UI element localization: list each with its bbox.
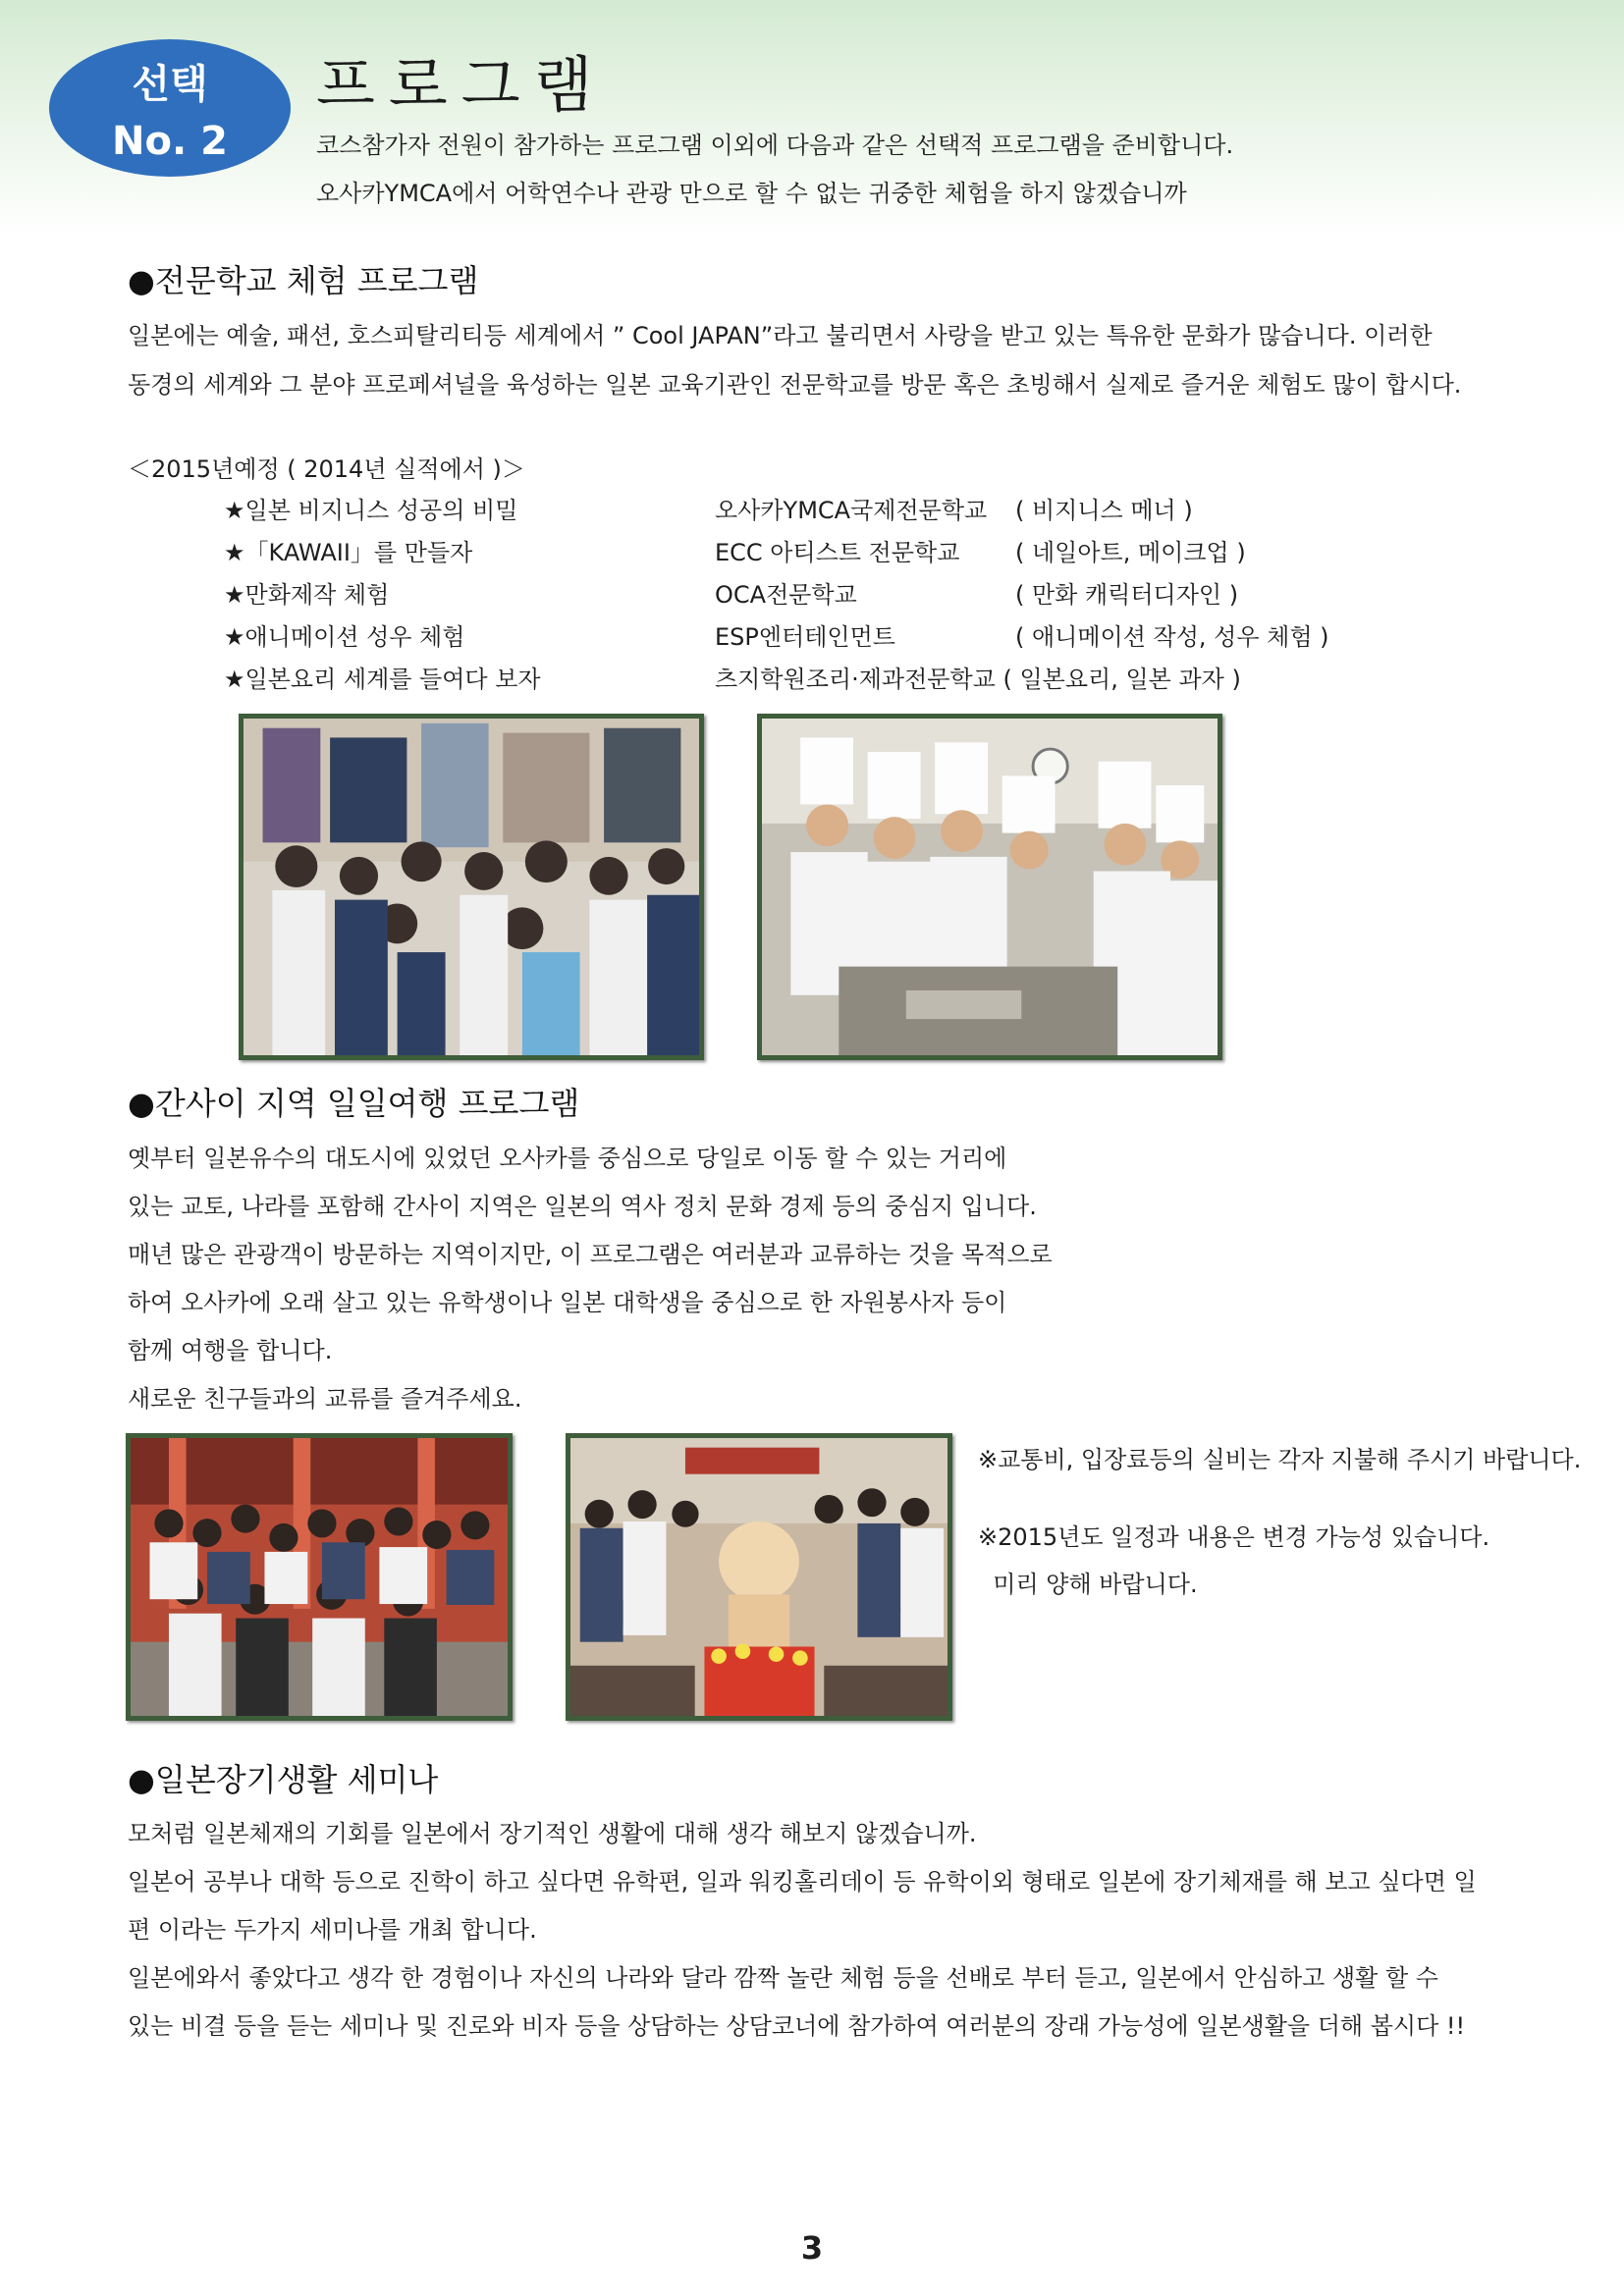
schedule-school: 츠지학원조리·제과전문학교 ( 일본요리, 일본 과자 )	[715, 666, 1241, 693]
section-heading-kansai: ●간사이 지역 일일여행 프로그램	[128, 1085, 580, 1122]
paragraph-line: 옛부터 일본유수의 대도시에 있었던 오사카를 중심으로 당일로 이동 할 수 있는 거리에	[128, 1145, 1007, 1172]
photo-kyoto-temple-group	[126, 1433, 513, 1721]
paragraph-line: 일본에는 예술, 패션, 호스피탈리티등 세계에서 ” Cool JAPAN”라고 불리면서 사랑을 받고 있는 특유한 문화가 많습니다. 이러한	[128, 322, 1433, 349]
paragraph-line: 일본어 공부나 대학 등으로 진학이 하고 싶다면 유학편, 일과 워킹홀리데이 등 유학이외 형태로 일본에 장기체재를 해 보고 싶다면 일	[128, 1868, 1477, 1896]
note-schedule-change: ※2015년도 일정과 내용은 변경 가능성 있습니다.	[978, 1523, 1490, 1551]
photo-students-group	[239, 714, 704, 1060]
schedule-program: ★일본요리 세계를 들여다 보자	[224, 666, 541, 693]
page-title: 프로그램	[316, 49, 607, 121]
schedule-program: ★일본 비지니스 성공의 비밀	[224, 497, 518, 524]
photo-mascot-group	[566, 1433, 952, 1721]
schedule-field: ( 만화 캐릭터디자인 )	[1015, 581, 1239, 609]
paragraph-line: 일본에와서 좋았다고 생각 한 경험이나 자신의 나라와 달라 깜짝 놀란 체험 등을 선배로 부터 듣고, 일본에서 안심하고 생활 할 수	[128, 1964, 1438, 1992]
paragraph-line: 동경의 세계와 그 분야 프로페셔널을 육성하는 일본 교육기관인 전문학교를 방문 혹은 초빙해서 실제로 즐거운 체험도 많이 합시다.	[128, 371, 1462, 399]
paragraph-line: 있는 교토, 나라를 포함해 간사이 지역은 일본의 역사 정치 문화 경제 등의 중심지 입니다.	[128, 1193, 1037, 1220]
schedule-row	[0, 621, 1624, 653]
intro-line-2: 오사카YMCA에서 어학연수나 관광 만으로 할 수 없는 귀중한 체험을 하지 않겠습니까	[316, 180, 1187, 207]
paragraph-line: 함께 여행을 합니다.	[128, 1337, 333, 1364]
schedule-row	[0, 495, 1624, 526]
badge-number: No. 2	[112, 119, 228, 164]
intro-line-1: 코스참가자 전원이 참가하는 프로그램 이외에 다음과 같은 선택적 프로그램을 준비합니다.	[316, 132, 1234, 159]
schedule-field: ( 애니메이션 작성, 성우 체험 )	[1015, 623, 1329, 651]
paragraph-line: 하여 오사카에 오래 살고 있는 유학생이나 일본 대학생을 중심으로 한 자원봉사자 등이	[128, 1289, 1007, 1316]
schedule-row	[0, 537, 1624, 568]
schedule-program: ★「KAWAII」를 만들자	[224, 539, 473, 566]
photo-cooking-class	[757, 714, 1222, 1060]
schedule-school: ECC 아티스트 전문학교	[715, 539, 960, 566]
paragraph-line: 있는 비결 등을 듣는 세미나 및 진로와 비자 등을 상담하는 상담코너에 참가하여 여러분의 장래 가능성에 일본생활을 더해 봅시다 !!	[128, 2012, 1466, 2040]
paragraph-line: 편 이라는 두가지 세미나를 개최 합니다.	[128, 1916, 537, 1944]
schedule-school: OCA전문학교	[715, 581, 857, 609]
page-number: 3	[800, 2229, 824, 2267]
paragraph-line: 새로운 친구들과의 교류를 즐겨주세요.	[128, 1385, 522, 1413]
badge-label: 선택	[132, 62, 208, 107]
schedule-program: ★애니메이션 성우 체험	[224, 623, 465, 651]
paragraph-line: 모처럼 일본체재의 기회를 일본에서 장기적인 생활에 대해 생각 해보지 않겠습니까.	[128, 1820, 977, 1847]
section-heading-vocational: ●전문학교 체험 프로그램	[128, 262, 479, 299]
section-heading-seminar: ●일본장기생활 세미나	[128, 1761, 439, 1798]
note-understanding: 미리 양해 바랍니다.	[978, 1571, 1198, 1598]
paragraph-line: 매년 많은 관광객이 방문하는 지역이지만, 이 프로그램은 여러분과 교류하는 것을 목적으로	[128, 1241, 1053, 1268]
schedule-program: ★만화제작 체험	[224, 581, 390, 609]
option-badge	[49, 39, 291, 177]
schedule-row	[0, 579, 1624, 611]
note-costs: ※교통비, 입장료등의 실비는 각자 지불해 주시기 바랍니다.	[978, 1446, 1582, 1473]
schedule-row	[0, 664, 1624, 695]
schedule-school: 오사카YMCA국제전문학교	[715, 497, 988, 524]
schedule-school: ESP엔터테인먼트	[715, 623, 895, 651]
schedule-field: ( 네일아트, 메이크업 )	[1015, 539, 1246, 566]
schedule-label: ＜2015년예정 ( 2014년 실적에서 )＞	[128, 455, 525, 483]
schedule-field: ( 비지니스 메너 )	[1015, 497, 1193, 524]
